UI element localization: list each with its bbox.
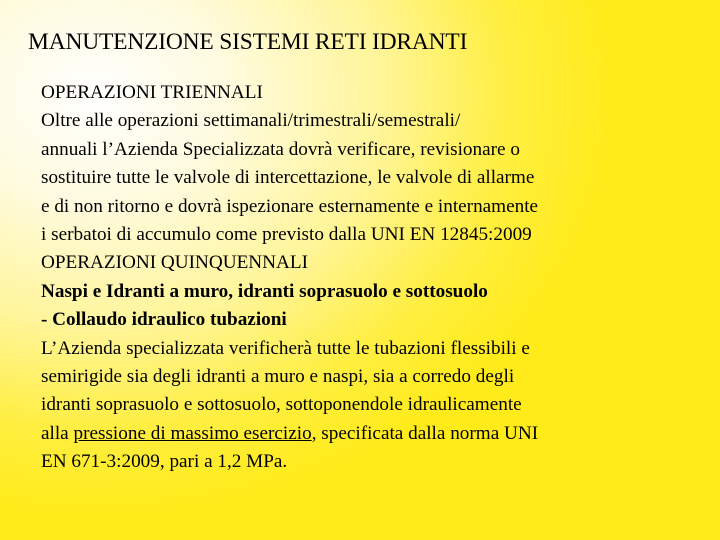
line-prefix: alla <box>41 422 74 444</box>
body-line: idranti soprasuolo e sottosuolo, sottoponendole idraulicamente <box>41 394 522 416</box>
body-line: sostituire tutte le valvole di intercettazione, le valvole di allarme <box>41 167 535 189</box>
underlined-text: pressione di massimo esercizio <box>73 422 312 444</box>
body-line: i serbatoi di accumulo come previsto dalla UNI EN 12845:2009 <box>41 223 532 245</box>
body-line: EN 671-3:2009, pari a 1,2 MPa. <box>41 451 288 473</box>
body-line: semirigide sia degli idranti a muro e naspi, sia a corredo degli <box>41 365 515 387</box>
section-heading-quinquennali: OPERAZIONI QUINQUENNALI <box>41 252 308 274</box>
section-heading-triennali: OPERAZIONI TRIENNALI <box>41 82 263 103</box>
slide-title: MANUTENZIONE SISTEMI RETI IDRANTI <box>28 29 468 55</box>
body-line: annuali l’Azienda Specializzata dovrà verificare, revisionare o <box>41 138 520 160</box>
bold-subheading-collaudo: - Collaudo idraulico tubazioni <box>41 309 287 331</box>
slide-body <box>41 79 691 476</box>
body-line-with-link <box>41 420 691 448</box>
body-line: e di non ritorno e dovrà ispezionare esternamente e internamente <box>41 195 539 217</box>
body-line: L’Azienda specializzata verificherà tutte le tubazioni flessibili e <box>41 337 530 359</box>
body-line: Oltre alle operazioni settimanali/trimestrali/semestrali/ <box>41 110 461 132</box>
line-suffix: , specificata dalla norma UNI <box>311 422 539 444</box>
bold-subheading: Naspi e Idranti a muro, idranti soprasuolo e sottosuolo <box>41 280 488 302</box>
